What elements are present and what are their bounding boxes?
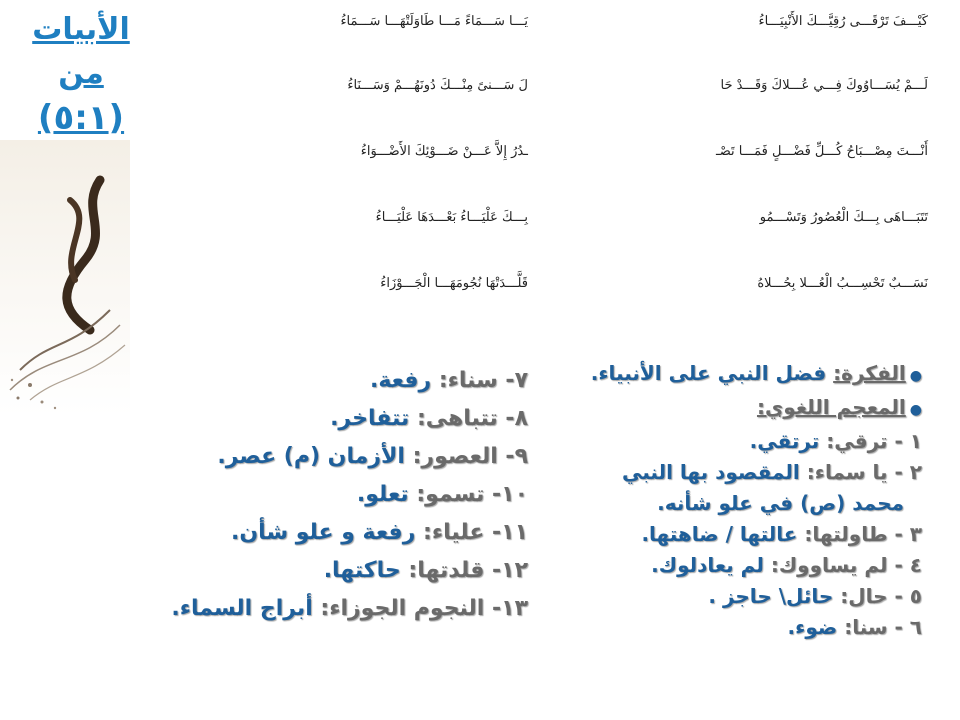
idea-and-lexicon xyxy=(552,358,922,643)
lexicon-term: ٩- العصور: xyxy=(412,444,528,469)
idea-line xyxy=(552,358,922,392)
verse-row xyxy=(168,78,928,100)
verse-row xyxy=(168,210,928,232)
verse-second-half: يَـــا سَـــمَاءً مَـــا طَاوَلَتْهَـــا سَـــمَاءُ xyxy=(340,14,528,29)
lexicon-definition: عالتها / ضاهتها. xyxy=(641,522,798,546)
lexicon-heading xyxy=(552,392,922,426)
lexicon-item xyxy=(118,438,528,476)
lexicon-item xyxy=(118,590,528,628)
lexicon-term: ٢ - يا سماء: xyxy=(806,460,922,484)
verse-first-half: كَيْـــفَ تَرْقَـــى رُقِيَّـــكَ الأَنْبِيَـــاءُ xyxy=(758,14,928,29)
verse-row xyxy=(168,144,928,166)
title-line-2: (٥:١) xyxy=(37,98,125,138)
verse-row xyxy=(168,276,928,298)
bullet-icon: ● xyxy=(909,402,922,418)
lexicon-item xyxy=(552,581,922,612)
lexicon-item xyxy=(552,488,922,519)
lexicon-term: ١٣- النجوم الجوزاء: xyxy=(320,596,528,621)
lexicon-definition: لم يعادلوك. xyxy=(651,553,764,577)
lexicon-definition: حاكتها. xyxy=(323,558,401,583)
lexicon-term: ١٢- قلدتها: xyxy=(408,558,528,583)
lexicon-definition: المقصود بها النبي xyxy=(622,460,800,484)
lexicon-term: ٦ - سنا: xyxy=(844,615,922,639)
lexicon-definition: أبراج السماء. xyxy=(171,596,313,621)
verse-first-half: أَنْـــتَ مِصْـــبَاحُ كُـــلِّ فَضْـــلٍ فَمَـــا تَصْـ xyxy=(715,144,928,159)
lexicon-item xyxy=(118,552,528,590)
lexicon-term: ١١- علياء: xyxy=(423,520,528,545)
lexicon-definition: محمد (ص) في علو شأنه. xyxy=(657,491,904,515)
lexicon-definition: حائل\ حاجز . xyxy=(708,584,834,608)
lexicon-continued xyxy=(118,362,528,628)
lexicon-definition: رفعة و علو شأن. xyxy=(231,520,416,545)
verse-second-half: ـدُرُ إِلاَّ عَـــنْ ضَـــوْئِكَ الأَضْـــوَاءُ xyxy=(360,144,528,159)
verse-row xyxy=(168,14,928,36)
verse-first-half: نَسَـــبٌ تَحْسِـــبُ الْعُـــلا بِحُـــلاهُ xyxy=(757,276,928,291)
bullet-icon: ● xyxy=(909,368,922,384)
lexicon-term: ٧- سناء: xyxy=(438,368,528,393)
lexicon-definition: الأزمان (م) عصر. xyxy=(217,444,405,469)
lexicon-term: ٤ - لم يساووك: xyxy=(770,553,922,577)
lexicon-item xyxy=(552,612,922,643)
lexicon-term: ١ - ترقي: xyxy=(826,429,922,453)
slide-title xyxy=(6,8,156,140)
lexicon-item xyxy=(118,400,528,438)
lexicon-term: ١٠- تسمو: xyxy=(416,482,528,507)
lexicon-definition: رفعة. xyxy=(369,368,432,393)
lexicon-definition: ترتقي. xyxy=(749,429,820,453)
verse-first-half: لَـــمْ يُسَـــاوُوكَ فِـــي عُـــلاكَ وَقَـــدْ حَا xyxy=(720,78,928,93)
idea-label: الفكرة: xyxy=(833,361,906,385)
lexicon-term: ٨- تتباهى: xyxy=(416,406,528,431)
title-line-1: الأبيات من xyxy=(32,12,130,91)
verse-second-half: قَلَّـــدَتْهَا نُجُومَهَـــا الْجَـــوْزَاءُ xyxy=(380,276,528,291)
lexicon-term: ٣ - طاولتها: xyxy=(804,522,922,546)
lexicon-definition: ضوء. xyxy=(787,615,838,639)
lexicon-item xyxy=(118,362,528,400)
lexicon-item xyxy=(552,519,922,550)
lexicon-definition: تعلو. xyxy=(356,482,409,507)
lexicon-label: المعجم اللغوي: xyxy=(756,395,906,419)
lexicon-item xyxy=(552,426,922,457)
verse-first-half: تَتَبَـــاهَى بِـــكَ الْعُصُورُ وَتَسْـــمُو xyxy=(759,210,928,225)
lexicon-item xyxy=(118,476,528,514)
lexicon-term: ٥ - حال: xyxy=(840,584,922,608)
lexicon-item xyxy=(552,550,922,581)
verse-second-half: بِـــكَ عَلْيَـــاءُ بَعْـــدَهَا عَلْيَـــاءُ xyxy=(375,210,528,225)
idea-text: فضل النبي على الأنبياء. xyxy=(590,361,827,385)
lexicon-item xyxy=(552,457,922,488)
verse-second-half: لَ سَـــنىً مِنْـــكَ دُونَهُـــمْ وَسَـــنَاءُ xyxy=(347,78,528,93)
calligraphy-art xyxy=(0,140,130,415)
lexicon-item xyxy=(118,514,528,552)
lexicon-definition: تتفاخر. xyxy=(330,406,410,431)
